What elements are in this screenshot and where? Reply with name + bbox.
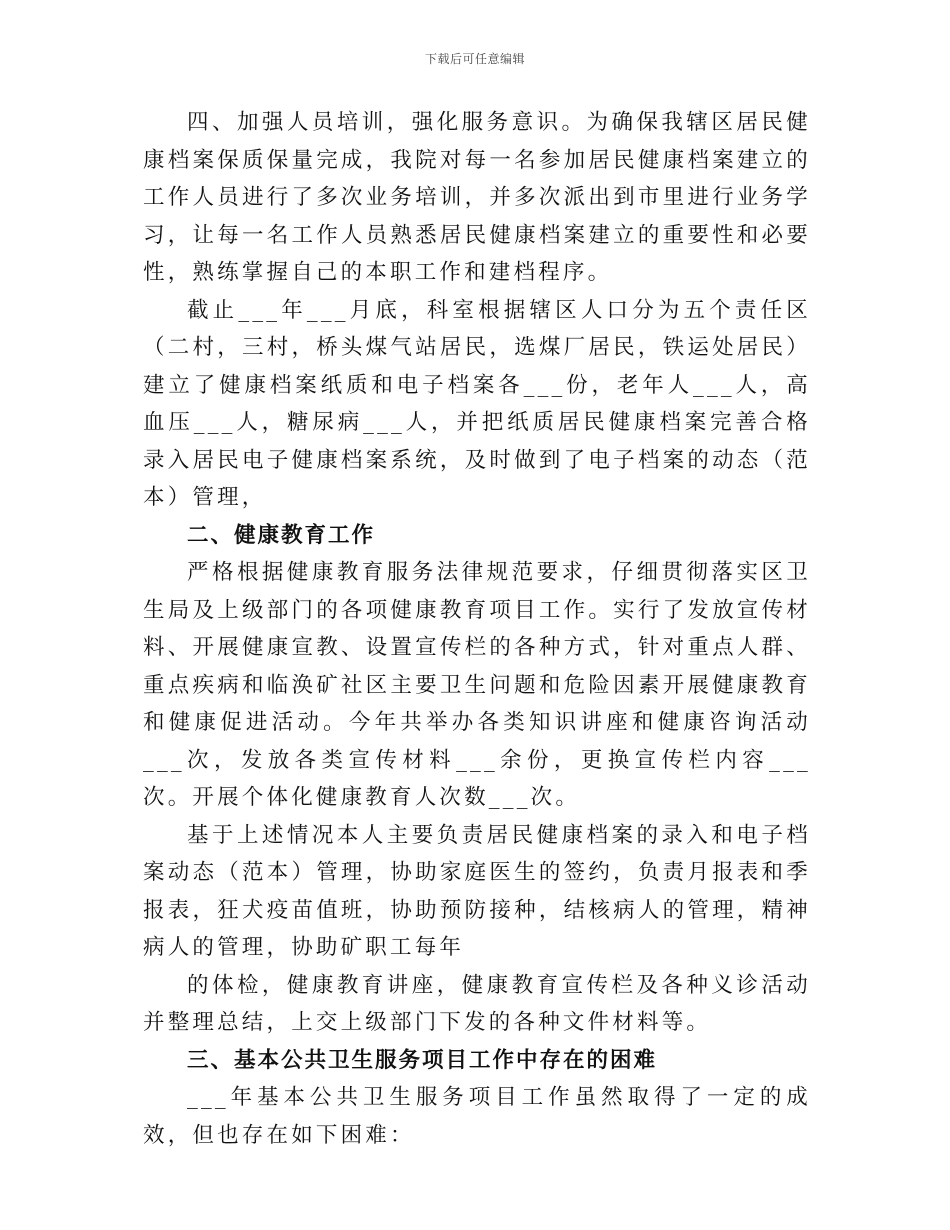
paragraph-personal-duties: 基于上述情况本人主要负责居民健康档案的录入和电子档案动态（范本）管理，协助家庭医生的签约，负责月报表和季报表，狂犬疫苗值班，协助预防接种，结核病人的管理，精神病人的管理，协助矿职工每年 [143,822,811,960]
section-heading-health-education: 二、健康教育工作 [187,522,376,548]
document-body [143,104,811,1154]
paragraph-archive-statistics: 截止___年___月底，科室根据辖区人口分为五个责任区（二村，三村，桥头煤气站居民，选煤厂居民，铁运处居民）建立了健康档案纸质和电子档案各___份，老年人___人，高血压___人，糖尿病___人，并把纸质居民健康档案完善合格录入居民电子健康档案系统，及时做到了电子档案的动态（范本）管理， [143,297,811,510]
paragraph-staff-training: 四、加强人员培训，强化服务意识。为确保我辖区居民健康档案保质保量完成，我院对每一名参加居民健康档案建立的工作人员进行了多次业务培训，并多次派出到市里进行业务学习，让每一名工作人员熟悉居民健康档案建立的重要性和必要性，熟练掌握自己的本职工作和建档程序。 [143,110,811,285]
page-header-note: 下载后可任意编辑 [424,52,525,66]
paragraph-duties-continued: 的体检，健康教育讲座，健康教育宣传栏及各种义诊活动并整理总结，上交上级部门下发的各种文件材料等。 [143,972,811,1035]
paragraph-difficulties-intro: ___年基本公共卫生服务项目工作虽然取得了一定的成效，但也存在如下困难： [143,1085,811,1148]
section-heading-difficulties: 三、基本公共卫生服务项目工作中存在的困难 [187,1047,658,1073]
paragraph-health-education: 严格根据健康教育服务法律规范要求，仔细贯彻落实区卫生局及上级部门的各项健康教育项目工作。实行了发放宣传材料、开展健康宣教、设置宣传栏的各种方式，针对重点人群、重点疾病和临涣矿社区主要卫生问题和危险因素开展健康教育和健康促进活动。今年共举办各类知识讲座和健康咨询活动___次，发放各类宣传材料___余份，更换宣传栏内容___次。开展个体化健康教育人次数___次。 [143,560,811,810]
